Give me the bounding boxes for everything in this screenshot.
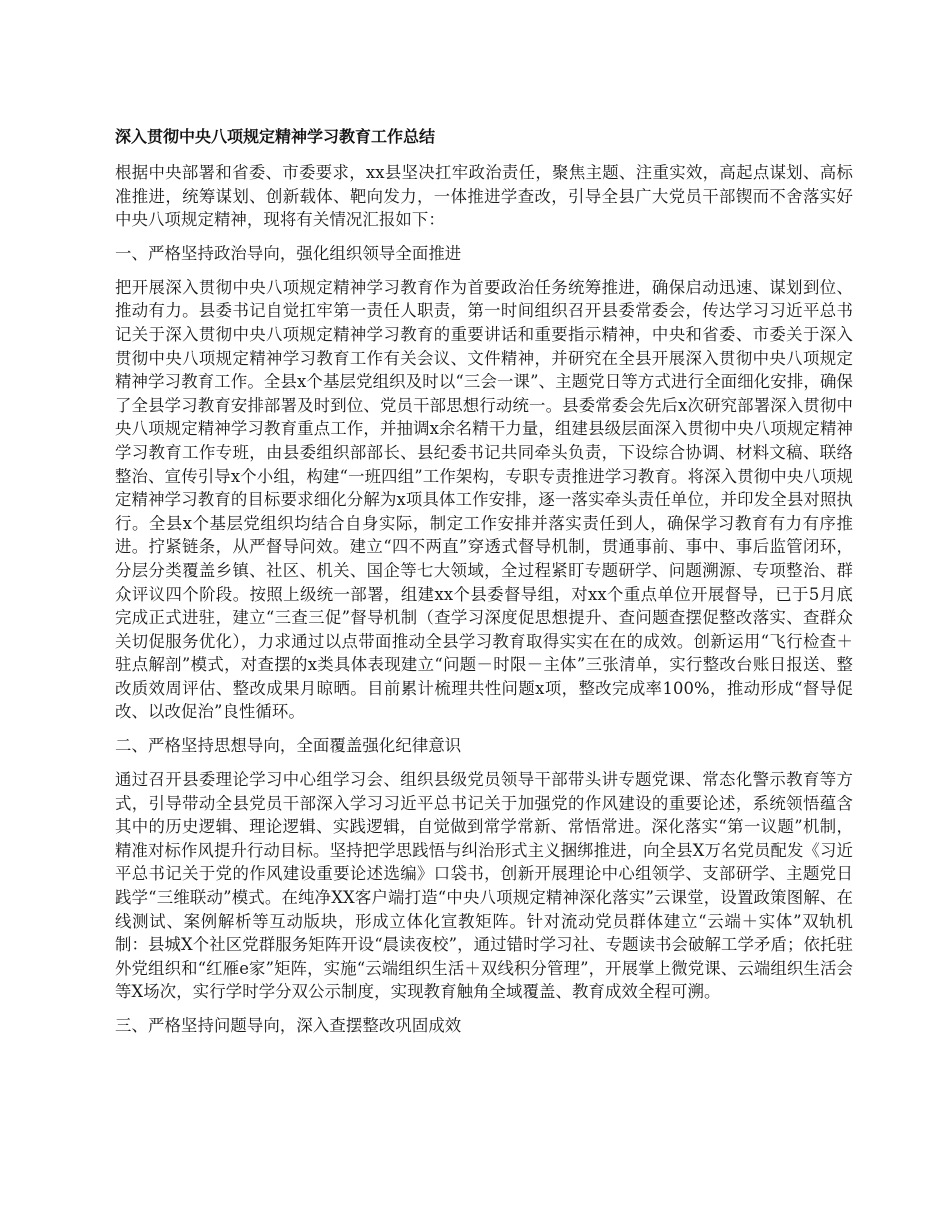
intro-paragraph: 根据中央部署和省委、市委要求，xx县坚决扛牢政治责任，聚焦主题、注重实效，高起点谋划、高标准推进，统筹谋划、创新载体、靶向发力，一体推进学查改，引导全县广大党员干部锲而不舍落实好中央八项规定精神，现将有关情况汇报如下： bbox=[115, 163, 853, 230]
section-3-heading: 三、严格坚持问题导向，深入查摆整改巩固成效 bbox=[115, 1016, 462, 1035]
section-2-body: 通过召开县委理论学习中心组学习会、组织县级党员领导干部带头讲专题党课、常态化警示教育等方式，引导带动全县党员干部深入学习习近平总书记关于加强党的作风建设的重要论述，系统领悟蕴含其中的历史逻辑、理论逻辑、实践逻辑，自觉做到常学常新、常悟常进。深化落实“第一议题”机制，精准对标作风提升行动目标。坚持把学思践悟与纠治形式主义捆绑推进，向全县X万名党员配发《习近平总书记关于党的作风建设重要论述选编》口袋书，创新开展理论中心组领学、支部研学、主题党日践学“三维联动”模式。在纯净XX客户端打造“中央八项规定精神深化落实”云课堂，设置政策图解、在线测试、案例解析等互动版块，形成立体化宣教矩阵。针对流动党员群体建立“云端＋实体”双轨机制：县城X个社区党群服务矩阵开设“晨读夜校”，通过错时学习社、专题读书会破解工学矛盾；依托驻外党组织和“红雁e家”矩阵，实施“云端组织生活＋双线积分管理”，开展掌上微党课、云端组织生活会等X场次，实行学时学分双公示制度，实现教育触角全域覆盖、教育成效全程可溯。 bbox=[115, 770, 853, 1002]
document-page bbox=[115, 124, 853, 1048]
section-1-body: 把开展深入贯彻中央八项规定精神学习教育作为首要政治任务统筹推进，确保启动迅速、谋划到位、推动有力。县委书记自觉扛牢第一责任人职责，第一时间组织召开县委常委会，传达学习习近平总书记关于深入贯彻中央八项规定精神学习教育的重要讲话和重要指示精神，中央和省委、市委关于深入贯彻中央八项规定精神学习教育工作有关会议、文件精神，并研究在全县开展深入贯彻中央八项规定精神学习教育工作。全县x个基层党组织及时以“三会一课”、主题党日等方式进行全面细化安排，确保了全县学习教育安排部署及时到位、党员干部思想行动统一。县委常委会先后x次研究部署深入贯彻中央八项规定精神学习教育重点工作，并抽调x余名精干力量，组建县级层面深入贯彻中央八项规定精神学习教育工作专班，由县委组织部部长、县纪委书记共同牵头负责，下设综合协调、材料文稿、联络整治、宣传引导x个小组，构建“一班四组”工作架构，专职专责推进学习教育。将深入贯彻中央八项规定精神学习教育的目标要求细化分解为x项具体工作安排，逐一落实牵头责任单位，并印发全县对照执行。全县x个基层党组织均结合自身实际，制定工作安排并落实责任到人，确保学习教育有力有序推进。拧紧链条，从严督导问效。建立“四不两直”穿透式督导机制，贯通事前、事中、事后监管闭环，分层分类覆盖乡镇、社区、机关、国企等七大领域，全过程紧盯专题研学、问题溯源、专项整治、群众评议四个阶段。按照上级统一部署，组建xx个县委督导组，对xx个重点单位开展督导，已于5月底完成正式进驻，建立“三查三促”督导机制（查学习深度促思想提升、查问题查摆促整改落实、查群众关切促服务优化），力求通过以点带面推动全县学习教育取得实实在在的成效。创新运用“飞行检查＋驻点解剖”模式，对查摆的x类具体表现建立“问题－时限－主体”三张清单，实行整改台账日报送、整改质效周评估、整改成果月晾晒。目前累计梳理共性问题x项，整改完成率100%，推动形成“督导促改、以改促治”良性循环。 bbox=[115, 277, 853, 722]
document-title: 深入贯彻中央八项规定精神学习教育工作总结 bbox=[115, 127, 436, 146]
section-2-heading: 二、严格坚持思想导向，全面覆盖强化纪律意识 bbox=[115, 736, 462, 756]
section-1-heading: 一、严格坚持政治导向，强化组织领导全面推进 bbox=[115, 243, 462, 263]
